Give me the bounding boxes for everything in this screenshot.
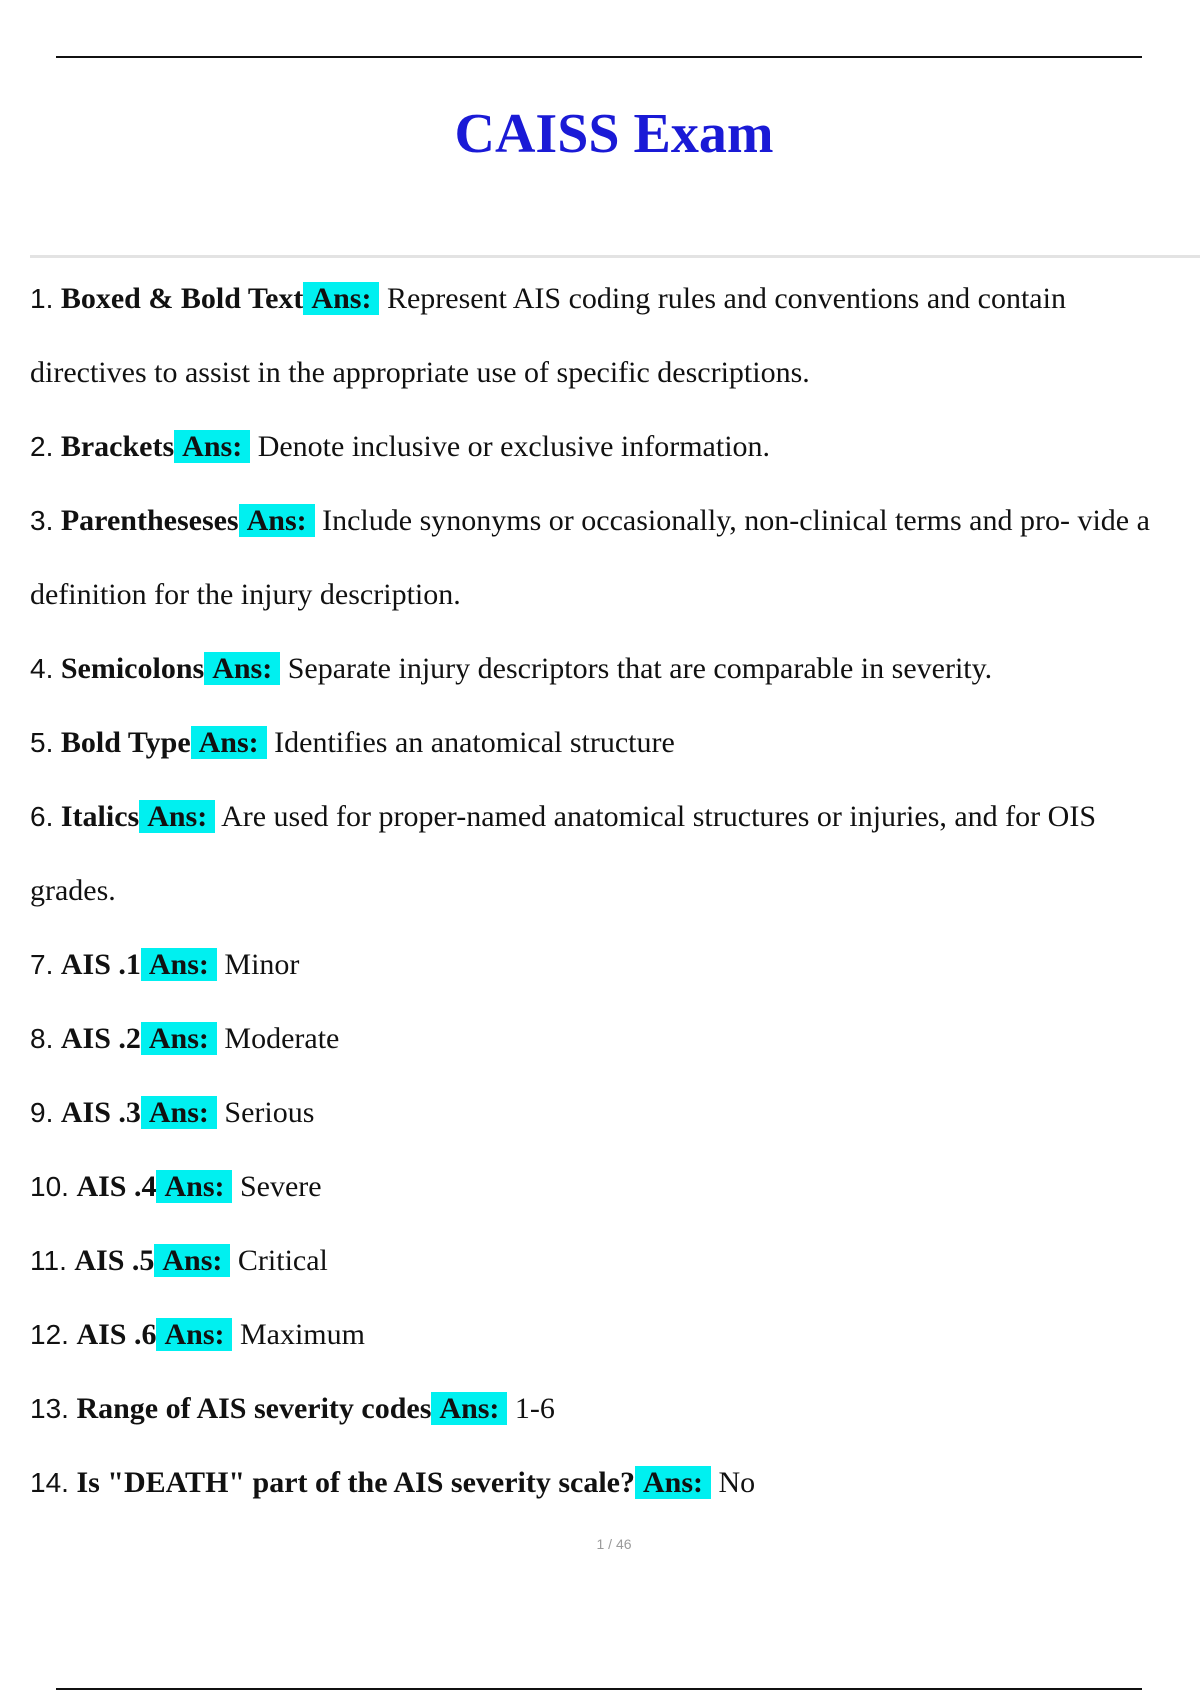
- qa-item: [30, 1372, 1180, 1446]
- qa-answer: Represent AIS coding rules and conventions and contain directives to assist in the appropriate use of specific descriptions.: [30, 282, 1066, 389]
- qa-item: [30, 1298, 1180, 1372]
- qa-question: Range of AIS severity codes: [76, 1392, 432, 1425]
- qa-question: Bold Type: [60, 726, 191, 759]
- qa-item: [30, 780, 1180, 928]
- qa-question: AIS .3: [60, 1096, 141, 1129]
- qa-question: Parentheseses: [60, 504, 239, 537]
- qa-question: Italics: [60, 800, 140, 833]
- qa-item: [30, 1076, 1180, 1150]
- qa-question: AIS .6: [76, 1318, 157, 1351]
- qa-answer: No: [718, 1466, 756, 1499]
- qa-number: 5.: [30, 727, 54, 758]
- qa-question: AIS .4: [76, 1170, 157, 1203]
- qa-item: [30, 410, 1180, 484]
- qa-answer: Moderate: [224, 1022, 340, 1055]
- answer-highlight-label: Ans:: [204, 652, 280, 685]
- answer-highlight-label: Ans:: [141, 1022, 217, 1055]
- qa-answer: Denote inclusive or exclusive information.: [257, 430, 771, 463]
- qa-answer: Minor: [224, 948, 300, 981]
- title-divider: [30, 255, 1200, 258]
- qa-question: Is "DEATH" part of the AIS severity scale?: [76, 1466, 635, 1499]
- page-title: CAISS Exam: [454, 103, 774, 165]
- qa-question: AIS .2: [60, 1022, 141, 1055]
- qa-number: 8.: [30, 1023, 54, 1054]
- qa-number: 7.: [30, 949, 54, 980]
- answer-highlight-label: Ans:: [156, 1170, 232, 1203]
- answer-highlight-label: Ans:: [141, 1096, 217, 1129]
- qa-answer: Critical: [237, 1244, 328, 1277]
- answer-highlight-label: Ans:: [154, 1244, 230, 1277]
- answer-highlight-label: Ans:: [174, 430, 250, 463]
- qa-question: Boxed & Bold Text: [60, 282, 304, 315]
- qa-number: 13.: [30, 1393, 69, 1424]
- qa-number: 9.: [30, 1097, 54, 1128]
- qa-item: [30, 1150, 1180, 1224]
- answer-highlight-label: Ans:: [303, 282, 379, 315]
- bottom-rule: [56, 1688, 1142, 1690]
- qa-answer: Identifies an anatomical structure: [274, 726, 675, 759]
- qa-item: [30, 632, 1180, 706]
- qa-answer: Maximum: [239, 1318, 365, 1351]
- answer-highlight-label: Ans:: [191, 726, 267, 759]
- answer-highlight-label: Ans:: [139, 800, 215, 833]
- qa-answer: Serious: [224, 1096, 315, 1129]
- qa-number: 12.: [30, 1319, 69, 1350]
- qa-item: [30, 928, 1180, 1002]
- qa-question: Semicolons: [60, 652, 205, 685]
- qa-number: 2.: [30, 431, 54, 462]
- qa-number: 3.: [30, 505, 54, 536]
- qa-answer: Include synonyms or occasionally, non-clinical terms and pro- vide a definition for the injury description.: [30, 504, 1150, 611]
- answer-highlight-label: Ans:: [239, 504, 315, 537]
- page-indicator: 1 / 46: [596, 1536, 632, 1552]
- question-answer-list: [30, 262, 1180, 1520]
- qa-question: AIS .1: [60, 948, 141, 981]
- answer-highlight-label: Ans:: [635, 1466, 711, 1499]
- qa-question: AIS .5: [74, 1244, 155, 1277]
- qa-number: 14.: [30, 1467, 69, 1498]
- qa-answer: Are used for proper-named anatomical structures or injuries, and for OIS grades.: [30, 800, 1096, 907]
- qa-question: Brackets: [60, 430, 175, 463]
- answer-highlight-label: Ans:: [141, 948, 217, 981]
- qa-number: 11.: [30, 1245, 67, 1276]
- qa-number: 1.: [30, 283, 54, 314]
- qa-item: [30, 706, 1180, 780]
- qa-number: 4.: [30, 653, 54, 684]
- qa-item: [30, 1446, 1180, 1520]
- qa-item: [30, 1002, 1180, 1076]
- qa-item: [30, 484, 1180, 632]
- top-rule: [56, 56, 1142, 58]
- qa-item: [30, 262, 1180, 410]
- qa-number: 10.: [30, 1171, 69, 1202]
- qa-answer: Separate injury descriptors that are comparable in severity.: [287, 652, 993, 685]
- answer-highlight-label: Ans:: [431, 1392, 507, 1425]
- answer-highlight-label: Ans:: [156, 1318, 232, 1351]
- qa-answer: Severe: [239, 1170, 322, 1203]
- qa-answer: 1-6: [514, 1392, 555, 1425]
- qa-number: 6.: [30, 801, 54, 832]
- qa-item: [30, 1224, 1180, 1298]
